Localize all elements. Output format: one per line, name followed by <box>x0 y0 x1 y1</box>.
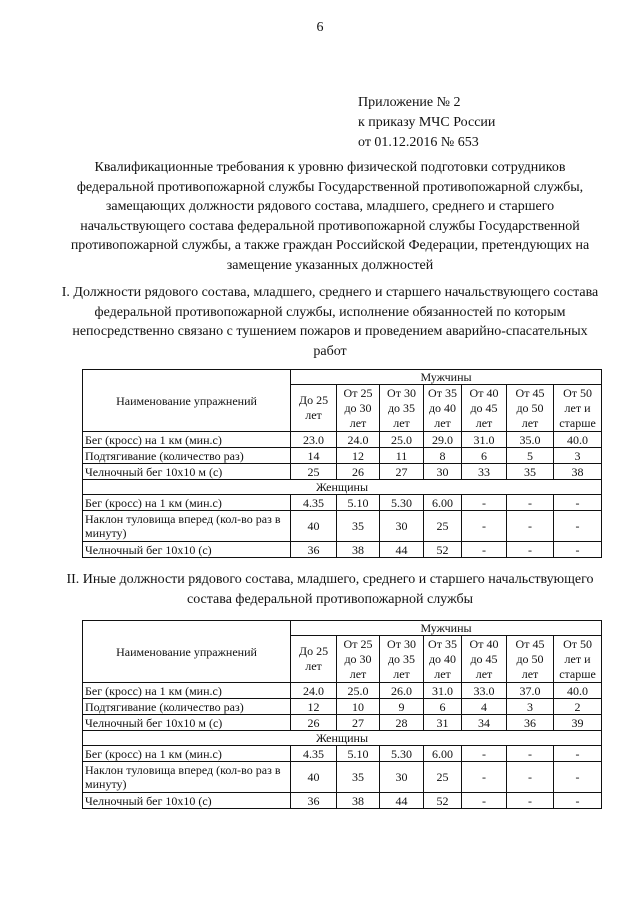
age-group-header <box>507 636 554 683</box>
table-cell: - <box>554 762 602 793</box>
table-cell: 31.0 <box>462 432 507 448</box>
table-cell: - <box>462 542 507 558</box>
table-cell: 6 <box>424 699 462 715</box>
table-cell: 8 <box>424 448 462 464</box>
table-cell: 12 <box>291 699 337 715</box>
table-cell: 38 <box>337 793 380 809</box>
age-group-header <box>291 385 337 432</box>
table-row <box>83 432 602 448</box>
table-cell: 40.0 <box>554 432 602 448</box>
exercise-name: Бег (кросс) на 1 км (мин.с) <box>83 746 291 762</box>
table-cell: - <box>554 542 602 558</box>
age-group-line: лет <box>521 666 539 681</box>
table-cell: 25.0 <box>337 683 380 699</box>
age-group-line: До 25 <box>298 644 329 658</box>
group-row <box>83 621 602 636</box>
exercise-name: Наклон туловища вперед (кол-во раз в минуту) <box>83 762 291 793</box>
appendix-line: к приказу МЧС России <box>358 115 496 130</box>
age-group-line: От 35 <box>428 385 457 400</box>
age-group-line: до 30 <box>344 651 372 666</box>
table-cell: - <box>507 511 554 542</box>
table-cell: 11 <box>380 448 424 464</box>
exercise-name: Бег (кросс) на 1 км (мин.с) <box>83 432 291 448</box>
table-cell: 23.0 <box>291 432 337 448</box>
table-cell: - <box>462 762 507 793</box>
table-cell: 36 <box>507 715 554 731</box>
table-cell: 4.35 <box>291 495 337 511</box>
table-cell: 26 <box>337 464 380 480</box>
age-group-line: до 40 <box>428 651 457 666</box>
table-cell: 28 <box>380 715 424 731</box>
table-cell: 52 <box>424 542 462 558</box>
age-group-line: лет <box>475 415 493 430</box>
exercise-header: Наименование упражнений <box>83 621 291 683</box>
table-cell: 33 <box>462 464 507 480</box>
age-group-line: до 45 <box>470 651 498 666</box>
exercise-name: Челночный бег 10х10 м (с) <box>83 715 291 731</box>
table-cell: 38 <box>554 464 602 480</box>
table-cell: 25 <box>424 511 462 542</box>
table-cell: 10 <box>337 699 380 715</box>
table-cell: 34 <box>462 715 507 731</box>
table-row <box>83 683 602 699</box>
requirements-table-2 <box>82 620 602 809</box>
table-cell: 35.0 <box>507 432 554 448</box>
table-cell: 40 <box>291 511 337 542</box>
page-number: 6 <box>316 20 324 35</box>
exercise-name: Челночный бег 10х10 м (с) <box>83 464 291 480</box>
exercise-name: Подтягивание (количество раз) <box>83 448 291 464</box>
age-group-header <box>424 636 462 683</box>
requirements-table-1 <box>82 369 602 558</box>
table-cell: 3 <box>507 699 554 715</box>
age-group-line: От 30 <box>387 636 416 651</box>
age-group-line: лет и <box>564 400 591 415</box>
table-cell: 37.0 <box>507 683 554 699</box>
age-group-header <box>337 385 380 432</box>
table-cell: 5.30 <box>380 746 424 762</box>
age-group-line: лет и <box>564 651 591 666</box>
age-group-header <box>380 385 424 432</box>
table-row <box>83 793 602 809</box>
men-group-label: Мужчины <box>291 370 602 385</box>
group-row <box>83 370 602 385</box>
age-group-line: лет <box>434 666 451 681</box>
age-group-line: до 30 <box>344 400 372 415</box>
men-group-label: Мужчины <box>291 621 602 636</box>
table-row <box>83 464 602 480</box>
table-cell: 36 <box>291 542 337 558</box>
age-group-line: старше <box>559 666 596 681</box>
table-row <box>83 542 602 558</box>
exercise-name: Челночный бег 10х10 (с) <box>83 793 291 809</box>
table-cell: 44 <box>380 793 424 809</box>
table-row <box>83 762 602 793</box>
age-group-line: От 40 <box>469 385 499 400</box>
age-group-line: до 40 <box>428 400 457 415</box>
table-cell: 40 <box>291 762 337 793</box>
age-group-line: От 40 <box>469 636 499 651</box>
table-row <box>83 699 602 715</box>
exercise-name: Подтягивание (количество раз) <box>83 699 291 715</box>
table-cell: 30 <box>380 762 424 793</box>
table-cell: 38 <box>337 542 380 558</box>
table-cell: 30 <box>380 511 424 542</box>
table-cell: - <box>462 495 507 511</box>
table-cell: 27 <box>337 715 380 731</box>
table-cell: 5.30 <box>380 495 424 511</box>
age-group-line: От 25 <box>343 636 373 651</box>
table-cell: - <box>507 542 554 558</box>
table-cell: 35 <box>337 762 380 793</box>
age-group-line: до 35 <box>387 651 416 666</box>
table-row <box>83 511 602 542</box>
age-group-line: до 50 <box>516 651 544 666</box>
age-group-line: до 50 <box>516 400 544 415</box>
table-cell: 12 <box>337 448 380 464</box>
table-cell: 36 <box>291 793 337 809</box>
age-group-line: лет <box>475 666 493 681</box>
table-cell: 6 <box>462 448 507 464</box>
section-title-2: II. Иные должности рядового состава, младшего, среднего и старшего начальствующего состава федеральной противопожарной службы <box>66 572 594 607</box>
table-cell: 24.0 <box>291 683 337 699</box>
table-cell: 4 <box>462 699 507 715</box>
table-row <box>83 746 602 762</box>
table-cell: - <box>554 511 602 542</box>
table-cell: 25.0 <box>380 432 424 448</box>
table-cell: - <box>554 495 602 511</box>
table-cell: - <box>462 793 507 809</box>
appendix-reference <box>358 93 495 153</box>
age-group-line: От 35 <box>428 636 457 651</box>
age-group-line: лет <box>305 659 322 673</box>
age-group-header <box>462 385 507 432</box>
table-cell: 35 <box>507 464 554 480</box>
age-group-line: От 50 <box>563 385 592 400</box>
age-group-header <box>424 385 462 432</box>
age-group-header <box>507 385 554 432</box>
table-cell: 26.0 <box>380 683 424 699</box>
age-group-header <box>554 636 602 683</box>
table-cell: 5 <box>507 448 554 464</box>
table-cell: 3 <box>554 448 602 464</box>
table-cell: 24.0 <box>337 432 380 448</box>
table-cell: 40.0 <box>554 683 602 699</box>
women-group-label: Женщины <box>83 731 602 746</box>
age-group-header <box>380 636 424 683</box>
age-group-line: От 30 <box>387 385 416 400</box>
table-cell: 6.00 <box>424 495 462 511</box>
women-group-label: Женщины <box>83 480 602 495</box>
age-group-header <box>554 385 602 432</box>
document-title: Квалификационные требования к уровню физической подготовки сотрудников федеральной противопожарной службы Государственной противопожарной службы, замещающих должности рядового состава, младшего, среднего и старшего начальствующего состава федеральной противопожарной службы Государственной противопожарной службы, а также граждан Российской Федерации, претендующих на замещение указанных должностей <box>70 160 590 273</box>
table-cell: 52 <box>424 793 462 809</box>
group-row <box>83 731 602 746</box>
table-cell: 5.10 <box>337 746 380 762</box>
age-group-line: лет <box>393 415 410 430</box>
table-row <box>83 495 602 511</box>
age-group-header <box>291 636 337 683</box>
appendix-line: Приложение № 2 <box>358 95 461 110</box>
age-group-header <box>462 636 507 683</box>
table-cell: 30 <box>424 464 462 480</box>
age-group-line: От 45 <box>515 385 545 400</box>
table-cell: 14 <box>291 448 337 464</box>
exercise-header: Наименование упражнений <box>83 370 291 432</box>
age-group-line: От 50 <box>563 636 592 651</box>
age-group-line: до 35 <box>387 400 416 415</box>
table-cell: 31.0 <box>424 683 462 699</box>
table-cell: 33.0 <box>462 683 507 699</box>
table-cell: 31 <box>424 715 462 731</box>
table-cell: 25 <box>424 762 462 793</box>
age-group-line: До 25 <box>298 393 329 407</box>
table-cell: 6.00 <box>424 746 462 762</box>
age-group-line: От 25 <box>343 385 373 400</box>
table-cell: - <box>507 495 554 511</box>
appendix-line: от 01.12.2016 № 653 <box>358 135 479 150</box>
group-row <box>83 480 602 495</box>
age-group-line: От 45 <box>515 636 545 651</box>
exercise-name: Наклон туловища вперед (кол-во раз в минуту) <box>83 511 291 542</box>
age-group-line: лет <box>434 415 451 430</box>
table-cell: 44 <box>380 542 424 558</box>
table-cell: 27 <box>380 464 424 480</box>
section-title-1: I. Должности рядового состава, младшего, среднего и старшего начальствующего состава федеральной противопожарной службы, исполнение обязанностей по которым непосредственно связано с тушением пожаров и проведением аварийно-спасательных работ <box>61 285 599 359</box>
table-cell: 25 <box>291 464 337 480</box>
age-group-line: лет <box>393 666 410 681</box>
exercise-name: Бег (кросс) на 1 км (мин.с) <box>83 495 291 511</box>
table-cell: - <box>462 746 507 762</box>
age-group-line: лет <box>349 666 367 681</box>
table-cell: - <box>507 762 554 793</box>
table-cell: - <box>554 793 602 809</box>
table-cell: - <box>507 746 554 762</box>
table-cell: 5.10 <box>337 495 380 511</box>
table-row <box>83 715 602 731</box>
table-cell: 2 <box>554 699 602 715</box>
age-group-header <box>337 636 380 683</box>
table-cell: - <box>554 746 602 762</box>
table-cell: 9 <box>380 699 424 715</box>
table-cell: 35 <box>337 511 380 542</box>
age-group-line: лет <box>305 408 322 422</box>
age-group-line: старше <box>559 415 596 430</box>
table-cell: 4.35 <box>291 746 337 762</box>
age-group-line: лет <box>521 415 539 430</box>
exercise-name: Челночный бег 10х10 (с) <box>83 542 291 558</box>
table-cell: 29.0 <box>424 432 462 448</box>
table-cell: 26 <box>291 715 337 731</box>
table-cell: - <box>507 793 554 809</box>
table-row <box>83 448 602 464</box>
table-cell: 39 <box>554 715 602 731</box>
age-group-line: лет <box>349 415 367 430</box>
exercise-name: Бег (кросс) на 1 км (мин.с) <box>83 683 291 699</box>
age-group-line: до 45 <box>470 400 498 415</box>
table-cell: - <box>462 511 507 542</box>
